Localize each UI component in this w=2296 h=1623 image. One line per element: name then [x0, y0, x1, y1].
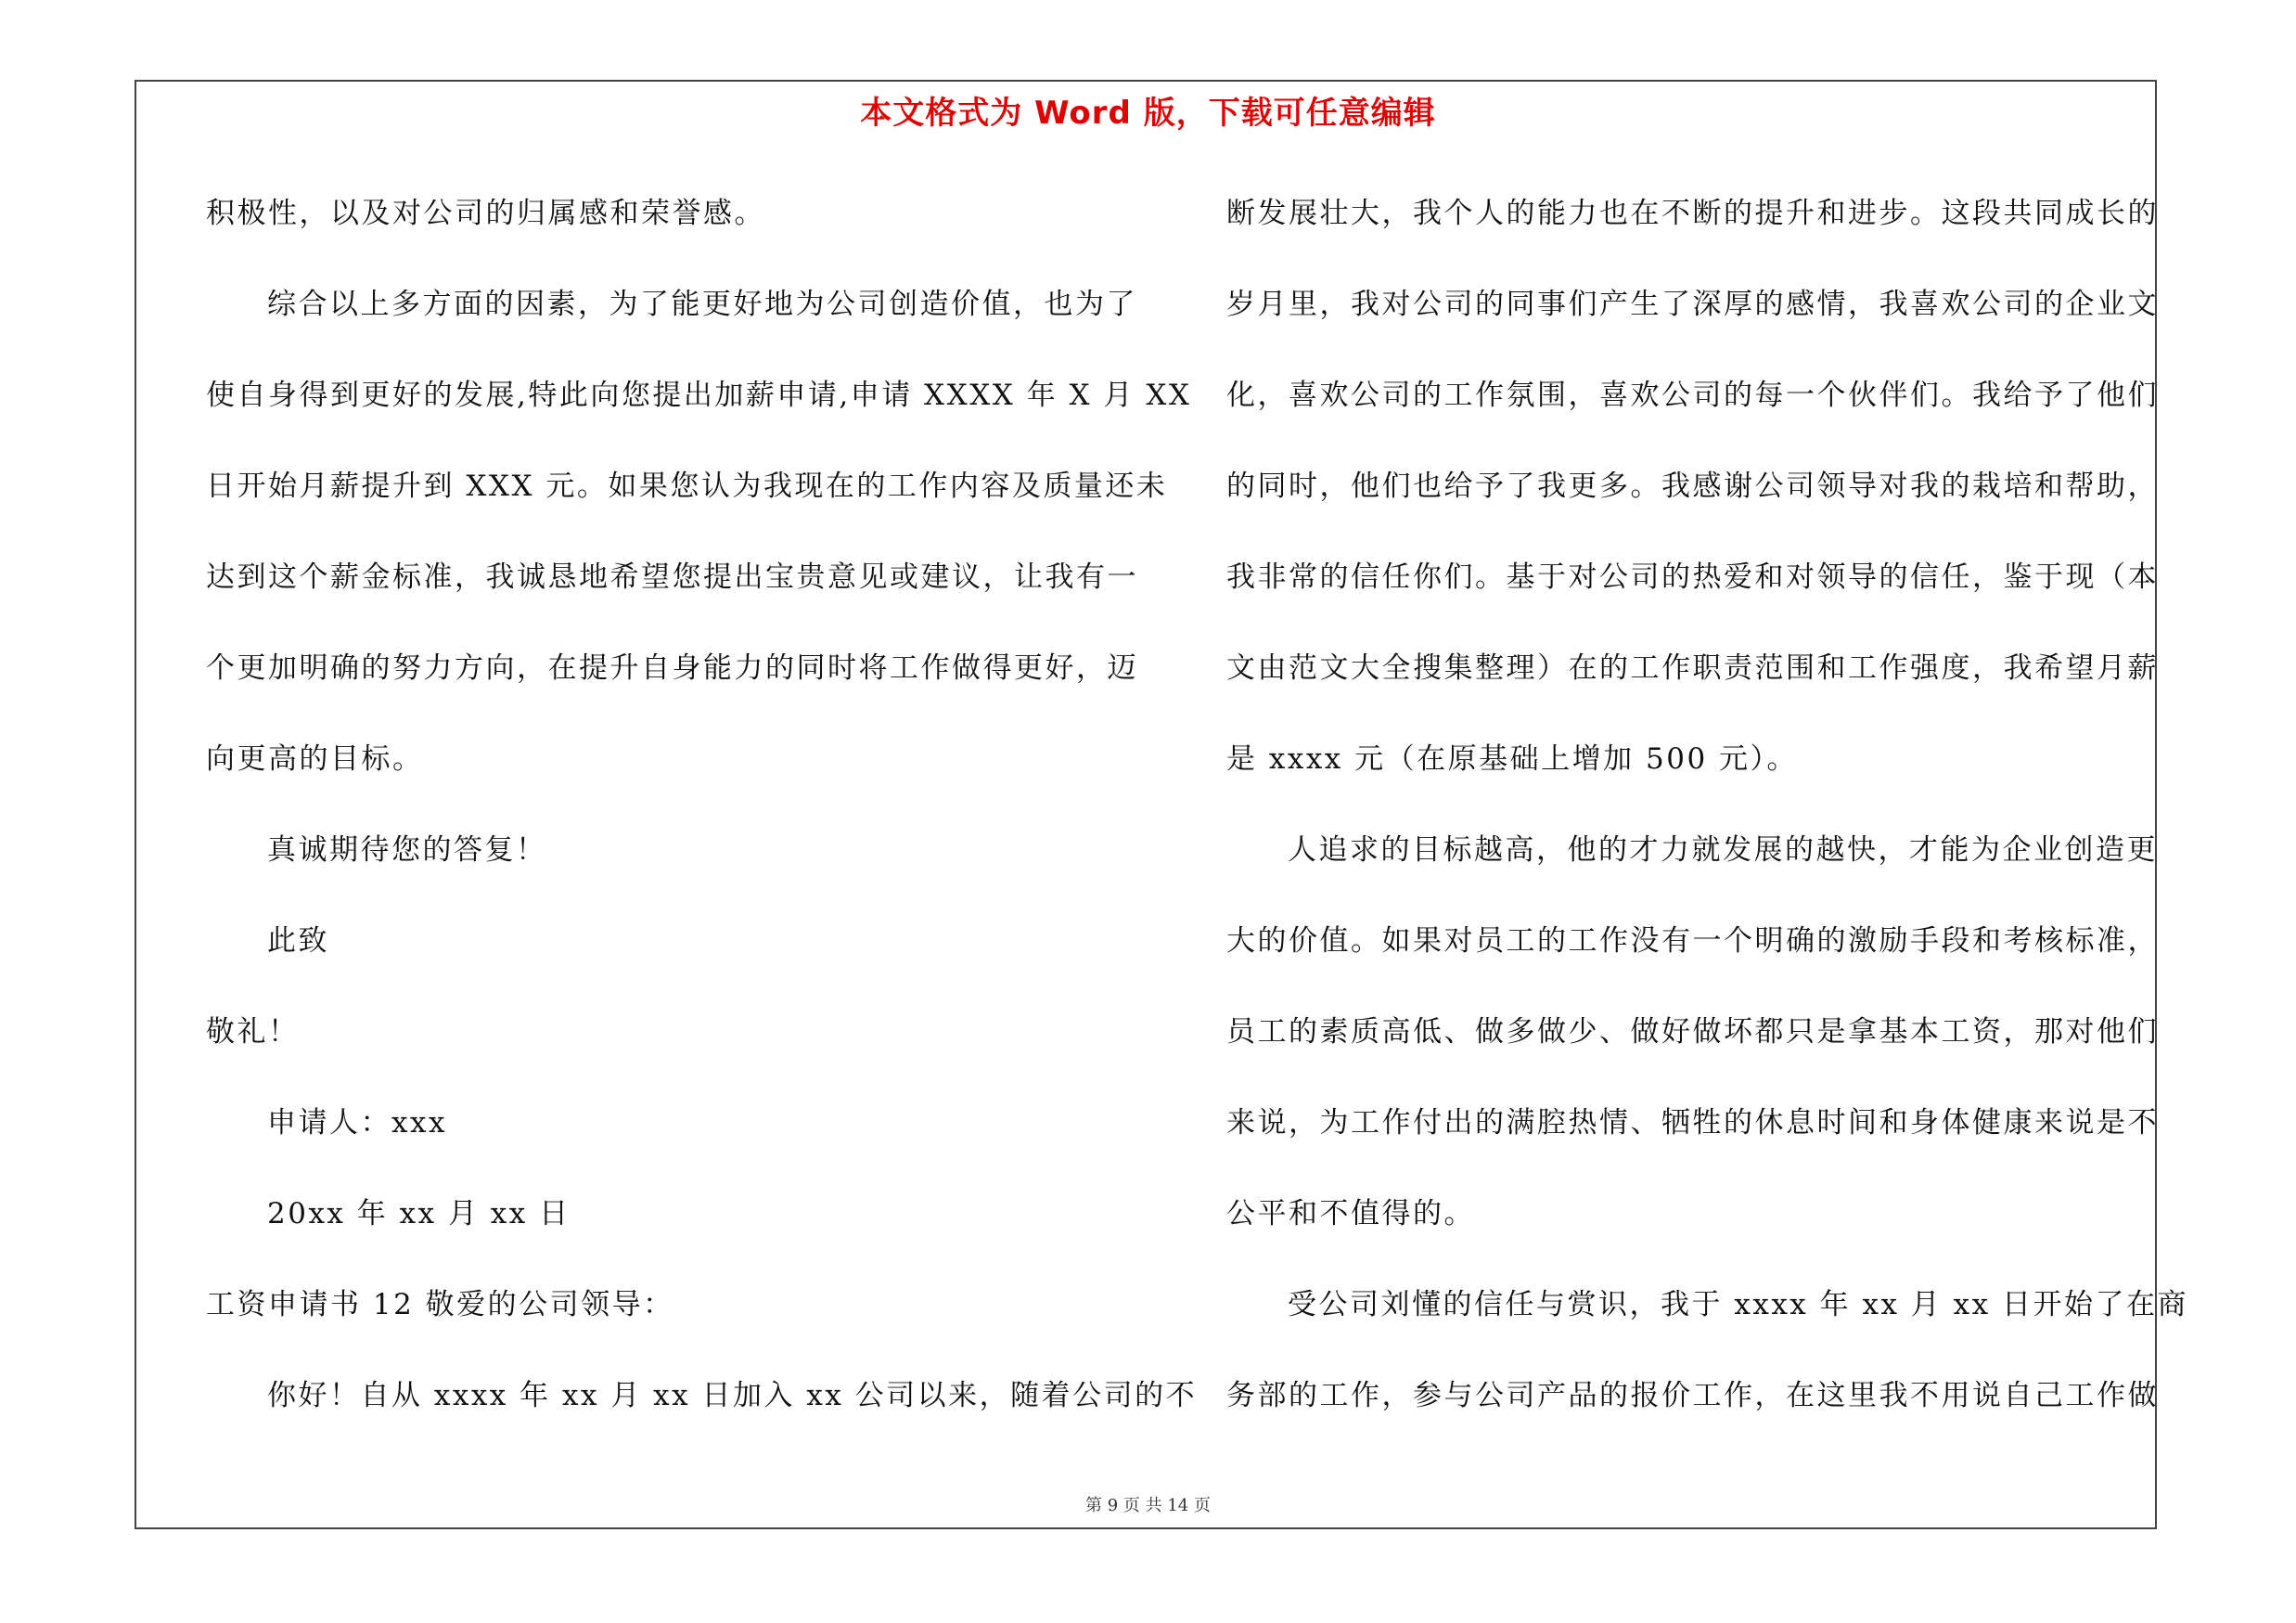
text-line: 20xx 年 xx 月 xx 日: [267, 1197, 571, 1230]
text-line: 受公司刘懂的信任与赏识，我于 xxxx 年 xx 月 xx 日开始了在商: [1288, 1288, 2188, 1321]
page-number: 第 9 页 共 14 页: [1085, 1496, 1211, 1515]
text-line: 真诚期待您的答复！: [267, 833, 547, 867]
text-line: 岁月里，我对公司的同事们产生了深厚的感情，我喜欢公司的企业文: [1226, 288, 2159, 321]
text-line: 文由范文大全搜集整理）在的工作职责范围和工作强度，我希望月薪: [1226, 651, 2159, 685]
text-line: 来说，为工作付出的满腔热情、牺牲的休息时间和身体健康来说是不: [1226, 1106, 2159, 1140]
text-line: 此致: [267, 924, 329, 958]
text-line: 综合以上多方面的因素，为了能更好地为公司创造价值，也为了: [267, 288, 1137, 321]
format-banner: 本文格式为 Word 版，下载可任意编辑: [860, 95, 1436, 132]
text-line: 我非常的信任你们。基于对公司的热爱和对领导的信任，鉴于现（本: [1226, 560, 2159, 594]
text-line: 工资申请书 12 敬爱的公司领导：: [206, 1288, 674, 1321]
text-line: 你好！自从 xxxx 年 xx 月 xx 日加入 xx 公司以来，随着公司的不: [267, 1379, 1198, 1412]
text-line: 使自身得到更好的发展,特此向您提出加薪申请,申请 XXXX 年 X 月 XX: [206, 379, 1192, 412]
text-line: 化，喜欢公司的工作氛围，喜欢公司的每一个伙伴们。我给予了他们: [1226, 379, 2159, 412]
text-line: 的同时，他们也给予了我更多。我感谢公司领导对我的栽培和帮助，: [1226, 470, 2159, 503]
text-line: 敬礼！: [206, 1015, 300, 1049]
text-line: 达到这个薪金标准，我诚恳地希望您提出宝贵意见或建议，让我有一: [206, 560, 1138, 594]
text-line: 个更加明确的努力方向，在提升自身能力的同时将工作做得更好，迈: [206, 651, 1138, 685]
text-line: 大的价值。如果对员工的工作没有一个明确的激励手段和考核标准，: [1226, 924, 2159, 958]
text-line: 是 xxxx 元（在原基础上增加 500 元）。: [1226, 742, 1799, 776]
text-line: 人追求的目标越高，他的才力就发展的越快，才能为企业创造更: [1288, 833, 2158, 867]
text-line: 向更高的目标。: [206, 742, 424, 776]
text-line: 日开始月薪提升到 XXX 元。如果您认为我现在的工作内容及质量还未: [206, 470, 1168, 503]
text-line: 公平和不值得的。: [1226, 1197, 1475, 1230]
right-column: [1226, 186, 2188, 1459]
text-line: 积极性，以及对公司的归属感和荣誉感。: [206, 197, 765, 230]
text-line: 员工的素质高低、做多做少、做好做坏都只是拿基本工资，那对他们: [1226, 1015, 2159, 1049]
text-line: 务部的工作，参与公司产品的报价工作，在这里我不用说自己工作做: [1226, 1379, 2159, 1412]
left-column: [206, 186, 1198, 1459]
text-line: 申请人：xxx: [267, 1106, 447, 1140]
text-line: 断发展壮大，我个人的能力也在不断的提升和进步。这段共同成长的: [1226, 197, 2159, 230]
